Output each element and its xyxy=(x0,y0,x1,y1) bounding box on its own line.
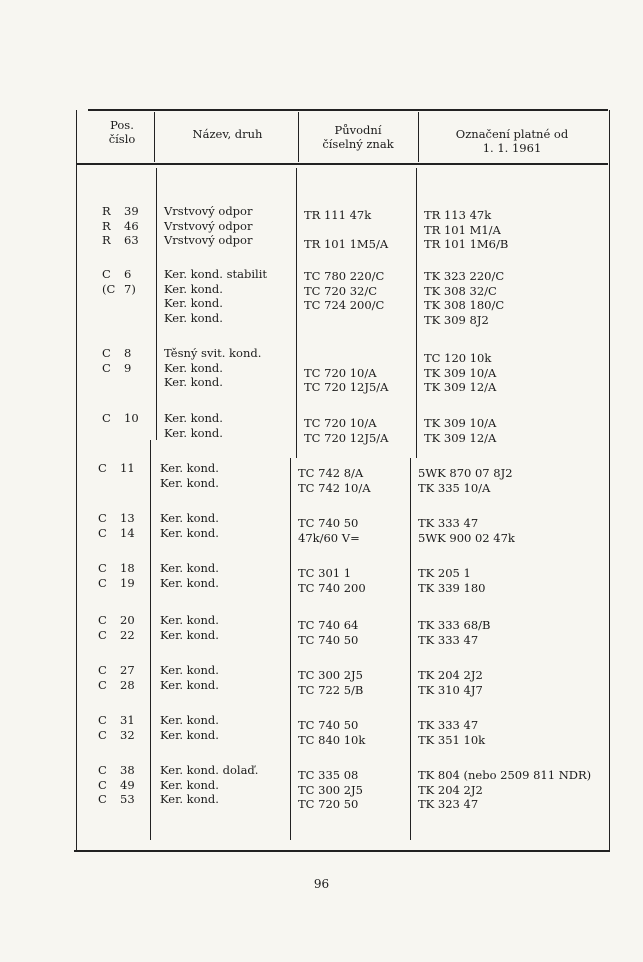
name-line: Ker. kond. xyxy=(160,561,219,575)
header-orig-line2: číselný znak xyxy=(322,137,394,151)
name-line: Ker. kond. xyxy=(160,475,219,490)
pos-line xyxy=(102,204,139,219)
new-line: TK 308 32/C xyxy=(424,283,497,298)
new-line: 5WK 870 07 8J2 xyxy=(418,466,513,480)
orig-cell xyxy=(298,516,360,545)
column-divider-2b xyxy=(290,458,291,840)
name-line: Ker. kond. xyxy=(160,627,219,642)
pos-number: 53 xyxy=(120,792,135,807)
name-line: Ker. kond. xyxy=(160,713,219,727)
orig-cell xyxy=(304,208,388,252)
orig-cell xyxy=(298,668,363,697)
new-line: TK 309 8J2 xyxy=(424,312,489,327)
pos-letter: C xyxy=(98,525,107,540)
new-line: TK 323 47 xyxy=(418,797,479,812)
orig-cell xyxy=(298,718,365,747)
header-pos-line1: Pos. xyxy=(110,118,134,132)
pos-number: 22 xyxy=(120,627,135,642)
orig-cell xyxy=(304,416,388,445)
new-cell xyxy=(424,269,504,327)
pos-cell xyxy=(98,511,135,540)
column-divider-1b xyxy=(150,440,151,840)
page-number: 96 xyxy=(313,877,330,891)
orig-line: TC 720 12J5/A xyxy=(304,380,389,395)
orig-line: TC 720 32/C xyxy=(304,283,378,298)
new-cell xyxy=(418,516,515,545)
orig-line: TC 742 8/A xyxy=(298,466,364,480)
pos-number: 19 xyxy=(120,575,135,590)
name-line: Vrstvový odpor xyxy=(164,204,253,218)
name-cell xyxy=(160,511,219,540)
new-line: TC 120 10k xyxy=(424,351,492,365)
new-line: TK 310 4J7 xyxy=(418,682,483,697)
header-new-line2: 1. 1. 1961 xyxy=(482,141,542,155)
orig-line: TC 300 2J5 xyxy=(298,668,363,682)
pos-letter: C xyxy=(98,511,107,525)
orig-line: TC 740 200 xyxy=(298,580,366,595)
pos-letter: C xyxy=(102,267,111,281)
header-orig-line1: Původní xyxy=(334,123,382,137)
new-line: TK 351 10k xyxy=(418,732,486,747)
name-line: Ker. kond. xyxy=(160,663,219,677)
orig-line: TC 740 50 xyxy=(298,632,359,647)
pos-letter: C xyxy=(98,727,107,742)
pos-letter: C xyxy=(98,792,107,807)
orig-cell xyxy=(298,618,358,647)
name-line: Ker. kond. stabilit xyxy=(164,267,268,281)
new-line: TK 204 2J2 xyxy=(418,782,483,797)
orig-line: TC 724 200/C xyxy=(304,298,385,313)
pos-line xyxy=(102,361,131,376)
header-divider-1 xyxy=(154,112,155,162)
pos-letter: C xyxy=(98,713,107,727)
column-divider-2a xyxy=(296,168,297,458)
name-line: Ker. kond. xyxy=(160,792,219,807)
pos-cell xyxy=(98,461,135,476)
name-line: Ker. kond. xyxy=(164,310,223,325)
name-cell xyxy=(160,663,219,692)
new-line: TK 333 47 xyxy=(418,632,479,647)
name-line: Ker. kond. dolaď. xyxy=(160,763,259,777)
pos-number: 14 xyxy=(120,525,135,540)
new-line: TR 101 1M6/B xyxy=(424,237,509,252)
name-line: Ker. kond. xyxy=(164,281,223,296)
pos-number: 31 xyxy=(120,713,135,727)
pos-line xyxy=(98,576,135,591)
pos-line xyxy=(102,411,139,426)
orig-line: TC 301 1 xyxy=(298,566,352,580)
pos-number: 49 xyxy=(120,777,135,792)
new-cell xyxy=(424,416,496,445)
pos-line xyxy=(98,728,135,743)
pos-number: 63 xyxy=(124,233,139,248)
header-new-line1: Označení platné od xyxy=(455,127,569,141)
new-line: TK 205 1 xyxy=(418,566,471,580)
column-divider-3b xyxy=(410,458,411,840)
name-line: Ker. kond. xyxy=(160,525,219,540)
orig-line: TC 840 10k xyxy=(298,732,366,747)
pos-letter: C xyxy=(98,777,107,792)
pos-line xyxy=(98,561,135,576)
pos-cell xyxy=(98,561,135,590)
pos-letter: R xyxy=(102,233,111,248)
name-cell xyxy=(164,267,267,325)
header-divider-3 xyxy=(418,112,419,162)
name-cell xyxy=(160,461,219,490)
column-divider-3a xyxy=(416,168,417,458)
name-cell xyxy=(160,561,219,590)
column-divider-1a xyxy=(156,168,157,440)
orig-line: TC 720 10/A xyxy=(304,365,377,380)
pos-line xyxy=(98,613,135,628)
name-cell xyxy=(160,763,258,807)
pos-line xyxy=(98,663,135,678)
pos-number: 20 xyxy=(120,613,135,627)
new-line: TR 101 M1/A xyxy=(424,222,501,237)
pos-line xyxy=(98,511,135,526)
header-pos xyxy=(92,118,152,146)
new-line: TK 339 180 xyxy=(418,580,486,595)
pos-number: 13 xyxy=(120,511,135,525)
orig-cell xyxy=(298,768,363,812)
new-line: TK 204 2J2 xyxy=(418,668,483,682)
pos-letter: C xyxy=(98,613,107,627)
orig-cell xyxy=(304,269,384,313)
name-line: Ker. kond. xyxy=(160,777,219,792)
name-line: Vrstvový odpor xyxy=(164,233,253,248)
new-line: 5WK 900 02 47k xyxy=(418,530,515,545)
orig-line: TC 335 08 xyxy=(298,768,359,782)
pos-number: 39 xyxy=(124,204,139,218)
pos-letter: C xyxy=(98,677,107,692)
name-cell xyxy=(164,411,223,440)
pos-line xyxy=(102,282,136,297)
name-line: Ker. kond. xyxy=(160,461,219,475)
pos-number: 9 xyxy=(124,360,132,375)
pos-letter: C xyxy=(98,561,107,575)
new-cell xyxy=(418,566,485,595)
orig-line: TC 740 50 xyxy=(298,516,359,530)
table-bottom-rule xyxy=(74,850,610,852)
pos-cell xyxy=(98,663,135,692)
new-cell xyxy=(418,718,485,747)
pos-line xyxy=(98,778,135,793)
pos-number: 28 xyxy=(120,677,135,692)
pos-letter: C xyxy=(102,411,111,425)
pos-number: 18 xyxy=(120,561,135,575)
name-line: Ker. kond. xyxy=(160,677,219,692)
pos-number: 10 xyxy=(124,411,139,425)
pos-number: 38 xyxy=(120,763,135,777)
pos-line xyxy=(98,678,135,693)
pos-line xyxy=(98,792,135,807)
new-line: TK 323 220/C xyxy=(424,269,505,283)
name-line: Vrstvový odpor xyxy=(164,218,253,233)
name-cell xyxy=(164,346,261,390)
pos-letter: C xyxy=(98,461,107,475)
orig-cell xyxy=(298,566,366,595)
header-pos-line2: číslo xyxy=(108,132,136,146)
pos-line xyxy=(98,713,135,728)
name-line: Ker. kond. xyxy=(160,727,219,742)
name-line: Ker. kond. xyxy=(160,613,219,627)
orig-line: TC 740 64 xyxy=(298,618,359,632)
name-line: Ker. kond. xyxy=(164,425,223,440)
pos-number: 46 xyxy=(124,218,139,233)
pos-line xyxy=(98,628,135,643)
pos-letter: R xyxy=(102,218,111,233)
pos-letter: C xyxy=(102,360,111,375)
orig-line: TC 720 50 xyxy=(298,797,359,812)
header-new xyxy=(422,127,602,155)
orig-cell xyxy=(298,466,371,495)
orig-line: TC 742 10/A xyxy=(298,480,371,495)
header-rule xyxy=(76,163,608,165)
orig-line: TC 720 12J5/A xyxy=(304,430,389,445)
pos-cell xyxy=(102,346,131,375)
pos-letter: R xyxy=(102,204,111,218)
pos-letter: C xyxy=(102,346,111,360)
pos-number: 27 xyxy=(120,663,135,677)
orig-line: TC 720 10/A xyxy=(304,416,377,430)
orig-line: 47k/60 V= xyxy=(298,530,360,545)
new-line: TK 333 68/B xyxy=(418,618,491,632)
pos-cell xyxy=(98,713,135,742)
orig-line xyxy=(304,351,388,366)
orig-cell xyxy=(304,351,388,395)
pos-line xyxy=(98,461,135,476)
header-name-text: Název, druh xyxy=(192,127,263,141)
header-name xyxy=(160,127,295,141)
new-cell xyxy=(418,618,490,647)
header-orig xyxy=(302,123,414,151)
pos-cell xyxy=(98,763,135,807)
new-line: TK 333 47 xyxy=(418,516,479,530)
new-line: TK 309 10/A xyxy=(424,365,497,380)
pos-line xyxy=(102,346,131,361)
new-line: TK 309 10/A xyxy=(424,416,497,430)
new-line: TR 113 47k xyxy=(424,208,492,222)
name-cell xyxy=(164,204,252,248)
orig-line: TC 740 50 xyxy=(298,718,359,732)
orig-line: TR 101 1M5/A xyxy=(304,237,389,252)
pos-letter: C xyxy=(98,575,107,590)
orig-line: TC 780 220/C xyxy=(304,269,385,283)
pos-letter: C xyxy=(98,627,107,642)
pos-cell xyxy=(102,411,139,426)
name-line: Ker. kond. xyxy=(160,575,219,590)
new-cell xyxy=(418,466,513,495)
orig-line xyxy=(304,223,388,238)
new-cell xyxy=(418,668,483,697)
orig-line: TC 300 2J5 xyxy=(298,782,363,797)
name-line: Ker. kond. xyxy=(164,360,223,375)
name-line: Těsný svit. kond. xyxy=(164,346,262,360)
pos-number: 6 xyxy=(124,267,132,281)
pos-line xyxy=(98,526,135,541)
header-divider-2 xyxy=(298,112,299,162)
pos-cell xyxy=(102,204,139,248)
pos-number: 8 xyxy=(124,346,132,360)
name-line: Ker. kond. xyxy=(164,375,223,390)
pos-cell xyxy=(102,267,136,296)
pos-line xyxy=(102,219,139,234)
new-line: TK 309 12/A xyxy=(424,430,497,445)
pos-line xyxy=(98,763,135,778)
new-line: TK 804 (nebo 2509 811 NDR) xyxy=(418,768,592,782)
orig-line: TC 722 5/B xyxy=(298,682,364,697)
pos-number: 32 xyxy=(120,727,135,742)
name-cell xyxy=(160,613,219,642)
new-line: TK 309 12/A xyxy=(424,380,497,395)
new-line: TK 335 10/A xyxy=(418,480,491,495)
name-line: Ker. kond. xyxy=(160,511,219,525)
new-cell xyxy=(418,768,591,812)
new-line: TK 333 47 xyxy=(418,718,479,732)
pos-letter: (C xyxy=(102,281,116,296)
pos-letter: C xyxy=(98,663,107,677)
name-line: Ker. kond. xyxy=(164,296,223,311)
pos-number: 11 xyxy=(120,461,135,475)
new-cell xyxy=(424,208,508,252)
name-line: Ker. kond. xyxy=(164,411,223,425)
pos-line xyxy=(102,233,139,248)
orig-line: TR 111 47k xyxy=(304,208,372,222)
pos-line xyxy=(102,267,136,282)
new-line: TK 308 180/C xyxy=(424,298,505,313)
new-cell xyxy=(424,351,496,395)
pos-cell xyxy=(98,613,135,642)
pos-letter: C xyxy=(98,763,107,777)
name-cell xyxy=(160,713,219,742)
pos-number: 7) xyxy=(124,281,136,296)
